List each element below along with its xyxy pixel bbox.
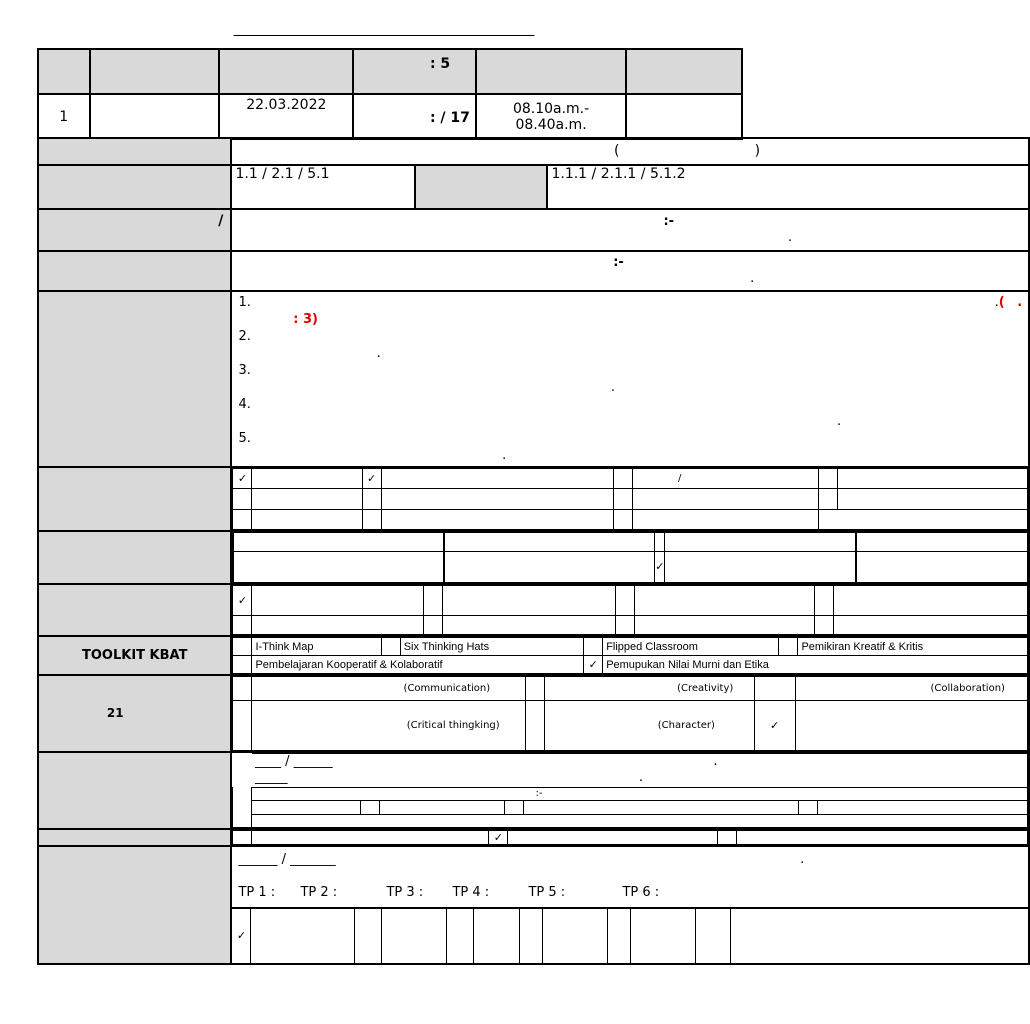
label-emk: ᅟᅟᅟᅟᅟᅟ ᅟᅟᅟᅟᅟᅟᅟᅟᅟᅟᅟ ᅟᅟᅟᅟᅟᅟ [38,531,231,584]
option-label: ᅟᅟᅟᅟᅟᅟᅟ [379,801,504,814]
option-label: ᅟᅟᅟᅟᅟᅟᅟᅟᅟᅟᅟᅟᅟᅟ ᅟᅟᅟᅟᅟᅟ [856,552,1027,583]
label-strategi: ᅟᅟᅟᅟᅟᅟᅟᅟᅟᅟᅟᅟᅟ ᅟᅟᅟᅟᅟᅟᅟ [38,584,231,636]
option-label: ᅟᅟᅟᅟᅟᅟ [252,801,360,814]
checkbox[interactable]: ✓ [233,586,252,616]
option-label: ᅟᅟᅟᅟᅟᅟᅟᅟ [252,831,489,845]
option-label: ᅟᅟᅟᅟᅟᅟᅟᅟᅟᅟᅟᅟ ᅟᅟᅟᅟᅟᅟ [381,469,614,489]
option-label: ᅟᅟᅟᅟᅟᅟᅟ ᅟᅟᅟᅟ ᅟᅟᅟᅟᅟᅟᅟᅟᅟᅟ ᅟᅟᅟᅟ [251,908,355,963]
option-label: ᅟᅟᅟᅟᅟᅟᅟᅟᅟᅟᅟᅟᅟ (Creativity) [545,677,754,701]
checkbox[interactable]: ✓ [362,469,381,489]
option-label: ᅟᅟᅟᅟᅟᅟ [630,908,695,963]
option-label: ᅟᅟᅟᅟᅟᅟ [252,509,362,529]
checkbox[interactable] [447,908,474,963]
option-label: ᅟᅟᅟᅟᅟᅟᅟᅟᅟᅟᅟᅟᅟᅟᅟᅟᅟᅟᅟᅟᅟ [234,552,444,583]
option-label: ᅟᅟᅟᅟᅟᅟ [542,908,607,963]
checkbox[interactable]: ✓ [655,552,665,583]
option-label: ᅟᅟᅟᅟ [819,509,1028,529]
option-label: ᅟᅟᅟᅟᅟᅟᅟ [838,489,1028,509]
option-label: ᅟᅟᅟᅟᅟᅟᅟᅟᅟᅟᅟ [633,509,819,529]
checkbox[interactable] [362,489,381,509]
label-tema: ᅟᅟᅟᅟᅟᅟᅟᅟ [38,138,231,165]
checkbox[interactable] [233,701,252,751]
aktiviti-item: 3. ᅟᅟᅟᅟᅟᅟ ᅟᅟᅟᅟᅟᅟ ᅟᅟᅟᅟᅟᅟᅟᅟ ᅟᅟᅟᅟᅟᅟ ᅟᅟᅟᅟᅟᅟ ᅟᅟᅟᅟᅟᅟ ᅟᅟᅟᅟᅟᅟᅟ ᅟᅟᅟᅟᅟᅟᅟᅟᅟᅟ ᅟᅟᅟᅟᅟᅟᅟᅟᅟᅟᅟᅟᅟᅟᅟ ᅟᅟᅟᅟᅟᅟᅟ ᅟᅟᅟᅟᅟᅟᅟ. [238,363,1023,395]
option-label: ᅟᅟᅟᅟ / ᅟᅟᅟ [633,469,819,489]
label-objektif: ᅟᅟᅟᅟᅟᅟᅟ ᅟᅟᅟᅟᅟ / ᅟᅟᅟᅟᅟᅟᅟᅟᅟ [38,209,231,251]
emk-grid [232,532,1028,583]
option-label: ᅟᅟᅟᅟᅟᅟᅟᅟᅟᅟᅟᅟᅟᅟᅟᅟᅟ [856,533,1027,552]
header-kelas: ᅟᅟᅟᅟᅟ : 5 ᅟᅟᅟᅟᅟ [353,49,476,94]
label-toolkit-kbat: TOOLKIT KBAT [38,636,231,675]
value-tarikh: 22.03.2022 [219,94,353,139]
header-minggu: ᅟᅟᅟ ᅟᅟ [38,49,90,94]
label-standard-kandungan: ᅟᅟᅟᅟᅟᅟᅟᅟᅟᅟᅟᅟᅟᅟ ᅟᅟᅟ [38,165,231,209]
checkbox[interactable] [814,586,833,616]
checkbox[interactable] [362,509,381,529]
checkbox[interactable]: ✓ [232,908,251,963]
label-abad-21: ᅟᅟᅟᅟᅟᅟᅟ ᅟᅟᅟᅟᅟᅟᅟᅟᅟᅟᅟᅟᅟᅟᅟᅟ 21 ᅟᅟᅟ ᅟᅟᅟᅟᅟᅟᅟᅟᅟᅟᅟᅟ ᅟᅟᅟᅟᅟᅟᅟ [38,675,231,752]
option-label: ᅟᅟᅟᅟᅟᅟᅟᅟᅟᅟᅟᅟᅟᅟᅟᅟ [833,616,1027,635]
header-subjek: ᅟᅟᅟᅟᅟ [626,49,742,94]
checkbox[interactable] [614,489,633,509]
tp-level: TP 1 : [238,885,276,900]
checkbox[interactable] [233,677,252,701]
option-label: ᅟᅟᅟᅟᅟᅟᅟᅟᅟᅟᅟᅟᅟᅟᅟᅟ [442,616,616,635]
checkbox[interactable] [616,586,635,616]
option-label: Flipped Classroom [603,638,779,656]
refleksi-grid [232,753,1028,828]
option-label: ᅟᅟᅟᅟᅟᅟᅟᅟᅟᅟᅟᅟ [381,509,614,529]
header-tarikh: ᅟᅟᅟᅟ [219,49,353,94]
option-label: ᅟᅟᅟᅟᅟᅟᅟᅟᅟᅟᅟᅟ [445,533,655,552]
option-label: ᅟᅟᅟᅟᅟᅟᅟᅟᅟᅟᅟ ᅟᅟᅟᅟᅟᅟᅟᅟᅟᅟᅟᅟᅟᅟᅟᅟ [833,586,1027,616]
option-label: ᅟᅟᅟᅟᅟᅟᅟ ᅟᅟᅟᅟᅟᅟ (Collaboration) [795,677,1028,701]
checkbox[interactable] [718,831,737,845]
value-subjek: ᅟᅟᅟᅟᅟᅟᅟᅟ ᅟᅟ [626,94,742,139]
page-title: ᅟᅟᅟᅟ ᅟᅟᅟᅟᅟᅟᅟᅟᅟᅟᅟᅟᅟᅟ [233,19,535,39]
checkbox[interactable] [814,616,833,635]
checkbox[interactable] [519,908,542,963]
bbm-grid [232,468,1028,530]
option-label: I-Think Map [252,638,381,656]
checkbox[interactable]: ✓ [754,701,795,751]
checkbox[interactable] [423,586,442,616]
option-label: ᅟᅟᅟᅟᅟᅟᅟᅟᅟᅟᅟᅟᅟᅟ [633,489,819,509]
value-standard-kandungan: 1.1 / 2.1 / 5.1 [232,166,415,208]
option-label: ᅟᅟᅟᅟᅟ ᅟᅟᅟᅟ ᅟᅟᅟᅟᅟᅟᅟᅟᅟᅟ [381,489,614,509]
checkbox[interactable] [233,489,252,509]
header-hari: ᅟᅟᅟᅟ [90,49,220,94]
tp-levels [238,884,1022,901]
header-masa: ᅟᅟᅟᅟᅟ [476,49,625,94]
label-bbm: ᅟᅟᅟᅟᅟ ᅟᅟᅟᅟᅟᅟᅟ ᅟᅟᅟᅟᅟᅟᅟᅟᅟᅟ [38,467,231,531]
option-label: Six Thinking Hats [400,638,583,656]
lesson-plan-table [37,137,1030,965]
label-refleksi: ᅟᅟᅟᅟᅟᅟᅟ ᅟᅟᅟᅟᅟᅟ [38,752,231,829]
tp-level: TP 4 : [452,885,490,900]
value-aktiviti [231,291,1029,467]
checkbox[interactable] [798,801,817,814]
tp-level: TP 5 : [528,885,566,900]
tp-level: TP 6 : [622,885,660,900]
checkbox[interactable] [614,469,633,489]
checkbox[interactable] [526,701,545,751]
option-label: ᅟᅟᅟᅟᅟᅟᅟ [508,831,718,845]
value-tema: ᅟᅟᅟᅟᅟᅟᅟᅟᅟᅟᅟ ᅟᅟᅟᅟᅟᅟᅟᅟ ᅟᅟᅟᅟᅟᅟᅟᅟ (ᅟᅟᅟᅟᅟᅟᅟᅟᅟᅟ) [231,138,1029,165]
penilaian-grid [232,830,1028,845]
option-label: ᅟᅟᅟᅟᅟᅟᅟ ᅟᅟᅟᅟᅟᅟ [795,701,1028,751]
tp-level: TP 3 : [386,885,424,900]
checkbox[interactable] [360,801,379,814]
option-label: ᅟᅟᅟᅟᅟᅟ ᅟᅟ [382,908,447,963]
option-label: ᅟᅟᅟᅟᅟᅟᅟ [252,489,362,509]
value-masa: 08.10a.m.- 08.40a.m. [476,94,625,139]
checkbox[interactable] [233,831,252,845]
option-label: ᅟᅟᅟᅟᅟᅟᅟᅟᅟᅟᅟᅟᅟᅟᅟᅟᅟ [635,616,815,635]
checkbox[interactable] [607,908,630,963]
checkbox[interactable] [616,616,635,635]
option-label: ᅟᅟᅟᅟᅟᅟᅟ ᅟᅟᅟᅟᅟᅟᅟᅟᅟᅟᅟᅟᅟᅟᅟᅟ [252,586,423,616]
option-label: ᅟᅟᅟᅟᅟᅟᅟᅟᅟᅟᅟᅟᅟᅟᅟᅟᅟᅟᅟ [665,533,856,552]
tp-level: TP 2 : [300,885,338,900]
option-label: ᅟᅟᅟᅟᅟᅟᅟᅟᅟᅟᅟ (Character) [545,701,754,751]
checkbox[interactable] [233,656,252,674]
checkbox[interactable] [819,469,838,489]
option-label: ᅟᅟᅟᅟᅟ ᅟᅟᅟᅟᅟᅟᅟᅟᅟ [838,469,1028,489]
option-label: ᅟᅟᅟᅟᅟᅟᅟᅟ ᅟᅟᅟᅟᅟᅟᅟᅟᅟᅟᅟᅟᅟ [635,586,815,616]
option-label: ᅟᅟᅟᅟᅟᅟᅟᅟᅟᅟᅟᅟᅟᅟᅟᅟ ᅟᅟᅟᅟᅟ [442,586,616,616]
label-tp-blank [38,846,231,964]
checkbox[interactable] [754,677,795,701]
value-kriteria: ᅟᅟᅟᅟᅟᅟᅟ ᅟᅟᅟᅟᅟᅟᅟᅟᅟᅟᅟᅟ ᅟᅟᅟᅟᅟᅟᅟᅟᅟᅟ :- ᅟᅟᅟᅟᅟᅟᅟ ᅟᅟᅟᅟᅟᅟᅟᅟᅟᅟ ᅟᅟᅟᅟᅟᅟᅟᅟᅟᅟᅟᅟᅟᅟᅟ ᅟᅟᅟᅟᅟᅟᅟᅟ. [231,251,1029,291]
value-minggu: 1 [38,94,90,139]
checkbox[interactable] [819,489,838,509]
label-standard-pembelajaran: ᅟᅟᅟᅟᅟᅟᅟ ᅟᅟᅟᅟᅟ [415,166,547,208]
value-kehadiran: ᅟᅟᅟᅟᅟ : / 17 [353,94,476,139]
label-penilaian: ᅟᅟᅟᅟᅟᅟᅟᅟᅟᅟ [38,829,231,846]
option-label: ᅟᅟᅟᅟᅟᅟᅟᅟᅟᅟᅟᅟᅟᅟᅟ (Communication) [252,677,526,701]
header-table [37,48,743,140]
option-label: ᅟᅟᅟᅟᅟᅟᅟᅟ ᅟᅟᅟᅟᅟᅟᅟ (Critical thingking) [252,701,526,751]
checkbox[interactable]: ✓ [584,656,603,674]
kbat-grid [232,637,1028,674]
checkbox[interactable]: ✓ [489,831,508,845]
checkbox[interactable] [233,638,252,656]
option-label: ᅟᅟᅟᅟᅟ ᅟᅟᅟᅟᅟᅟᅟ [817,801,1028,814]
aktiviti-item: 5.ᅟᅟᅟᅟᅟᅟᅟᅟᅟᅟ ᅟᅟᅟᅟᅟᅟᅟᅟᅟ ᅟᅟᅟᅟᅟᅟᅟᅟᅟᅟᅟᅟᅟ ᅟᅟᅟᅟ ᅟᅟᅟᅟᅟᅟᅟᅟᅟᅟ ᅟᅟᅟᅟᅟᅟᅟᅟᅟᅟᅟᅟᅟᅟᅟᅟᅟᅟᅟᅟᅟ. [238,431,1023,463]
option-label: Pemikiran Kreatif & Kritis [798,638,1028,656]
checkbox[interactable] [233,616,252,635]
refleksi-text: ____ / ______ ᅟᅟᅟᅟᅟᅟᅟᅟᅟ ᅟᅟᅟᅟᅟᅟ ᅟᅟᅟᅟᅟ ᅟᅟᅟᅟᅟᅟᅟᅟᅟ. _____ ᅟᅟᅟᅟᅟᅟᅟᅟᅟ ᅟᅟᅟᅟᅟᅟᅟᅟᅟᅟ ᅟᅟᅟᅟᅟᅟᅟᅟ. [252,754,1028,788]
option-label: ᅟᅟᅟᅟᅟᅟᅟ ᅟᅟᅟᅟᅟᅟᅟᅟᅟ [523,801,798,814]
refleksi-subheading: ᅟᅟᅟᅟᅟ ᅟᅟᅟᅟᅟᅟᅟᅟᅟᅟᅟ ᅟᅟᅟᅟᅟᅟᅟᅟᅟᅟᅟᅟ :- [252,787,1028,800]
strategi-grid [232,585,1028,635]
option-label: Pemupukan Nilai Murni dan Etika [603,656,1028,674]
checkbox[interactable] [233,509,252,529]
checkbox[interactable] [584,638,603,656]
value-objektif: ᅟᅟᅟᅟᅟᅟᅟ ᅟᅟᅟᅟᅟᅟᅟᅟᅟᅟᅟᅟᅟᅟ ᅟᅟᅟᅟᅟᅟᅟᅟᅟᅟᅟᅟ :- ᅟᅟᅟᅟᅟᅟᅟᅟᅟ ᅟᅟᅟᅟᅟᅟᅟᅟᅟᅟᅟ ᅟᅟᅟᅟᅟᅟᅟᅟᅟᅟᅟᅟᅟᅟᅟ ᅟᅟᅟᅟᅟᅟᅟᅟ. [231,209,1029,251]
option-label: ᅟᅟᅟᅟᅟᅟᅟ ᅟᅟᅟᅟᅟᅟᅟᅟᅟᅟᅟᅟᅟᅟᅟ [234,533,444,552]
tp-grid [232,907,1028,963]
option-label: ᅟᅟᅟᅟ ᅟᅟᅟᅟᅟᅟᅟ ᅟᅟᅟ [730,908,1028,963]
checkbox[interactable] [695,908,730,963]
option-label: ᅟᅟᅟᅟ [252,616,423,635]
aktiviti-item: 2.ᅟᅟᅟᅟᅟᅟᅟᅟᅟᅟᅟᅟᅟᅟ ᅟᅟᅟᅟᅟᅟᅟᅟᅟ ᅟᅟᅟᅟᅟᅟᅟᅟᅟᅟᅟᅟᅟᅟᅟᅟ ᅟᅟᅟᅟᅟᅟᅟᅟᅟ ᅟᅟᅟᅟᅟᅟ ᅟᅟᅟᅟᅟ ᅟᅟᅟᅟᅟᅟᅟᅟᅟᅟᅟ. [238,329,1023,361]
option-label: ᅟᅟᅟᅟᅟᅟᅟᅟᅟᅟ [737,831,1028,845]
option-label: ᅟᅟᅟᅟᅟᅟᅟᅟᅟᅟᅟᅟᅟᅟᅟᅟᅟᅟᅟᅟᅟ [445,552,655,583]
checkbox[interactable] [504,801,523,814]
checkbox[interactable] [779,638,798,656]
aktiviti-item: 4.ᅟᅟᅟᅟᅟᅟᅟᅟᅟᅟᅟ ᅟᅟᅟᅟᅟᅟᅟᅟᅟᅟᅟᅟ ᅟᅟᅟᅟᅟᅟᅟᅟᅟᅟᅟᅟᅟᅟᅟᅟᅟᅟᅟᅟ ᅟᅟᅟᅟ ᅟᅟᅟᅟᅟᅟᅟᅟᅟ ᅟᅟᅟᅟᅟᅟᅟᅟᅟᅟᅟᅟᅟᅟᅟᅟᅟᅟᅟᅟᅟᅟ ᅟᅟᅟᅟᅟᅟᅟᅟᅟᅟᅟᅟᅟᅟᅟᅟᅟ ᅟᅟᅟᅟᅟᅟᅟᅟ. [238,397,1023,429]
checkbox[interactable] [614,509,633,529]
abad-21-grid [232,676,1028,751]
option-label: ᅟᅟᅟᅟᅟᅟᅟᅟᅟᅟᅟᅟ ᅟᅟᅟᅟᅟᅟᅟᅟᅟᅟᅟ ᅟᅟᅟᅟᅟᅟᅟᅟᅟᅟ ᅟᅟᅟᅟᅟᅟᅟᅟᅟᅟᅟ [252,814,1028,827]
label-aktiviti: ᅟᅟᅟᅟᅟᅟᅟᅟᅟᅟᅟ [38,291,231,467]
checkbox[interactable] [381,638,400,656]
aktiviti-item: 1.ᅟᅟᅟᅟᅟᅟᅟᅟᅟ ᅟᅟᅟᅟᅟᅟᅟᅟᅟᅟᅟ ᅟᅟᅟᅟᅟᅟᅟᅟᅟ ᅟᅟᅟᅟᅟᅟᅟᅟᅟᅟᅟᅟᅟᅟᅟᅟ ᅟᅟᅟᅟᅟᅟᅟᅟᅟᅟ.(ᅟ.ᅟᅟᅟᅟ : 3) [238,295,1023,327]
checkbox[interactable] [526,677,545,701]
checkbox[interactable]: ✓ [233,469,252,489]
value-hari: ᅟᅟᅟᅟᅟᅟᅟᅟᅟ [90,94,220,139]
value-standard-pembelajaran: 1.1.1 / 2.1.1 / 5.1.2 [551,166,686,182]
label-kriteria: ᅟᅟᅟᅟᅟᅟᅟᅟ ᅟᅟᅟᅟᅟᅟᅟᅟᅟᅟ [38,251,231,291]
option-label: ᅟᅟᅟ ᅟᅟᅟᅟᅟᅟᅟᅟᅟᅟᅟᅟ ᅟᅟᅟᅟᅟᅟ [665,552,856,583]
option-label: ᅟᅟᅟᅟ ᅟᅟ [474,908,520,963]
checkbox[interactable] [655,533,665,552]
checkbox[interactable] [423,616,442,635]
checkbox[interactable] [355,908,382,963]
tp-text: ______ / _______ ᅟᅟᅟᅟᅟᅟᅟᅟᅟ ᅟᅟᅟᅟᅟᅟᅟᅟᅟ ᅟᅟᅟᅟᅟᅟᅟᅟᅟᅟᅟᅟᅟᅟᅟᅟᅟᅟ. TP 1 : TP 2 : TP 3 : TP 4 : TP 5 : TP 6 : [232,847,1028,907]
option-label: ᅟᅟᅟᅟᅟᅟᅟᅟ [252,469,362,489]
option-label: Pembelajaran Kooperatif & Kolaboratif [252,656,584,674]
